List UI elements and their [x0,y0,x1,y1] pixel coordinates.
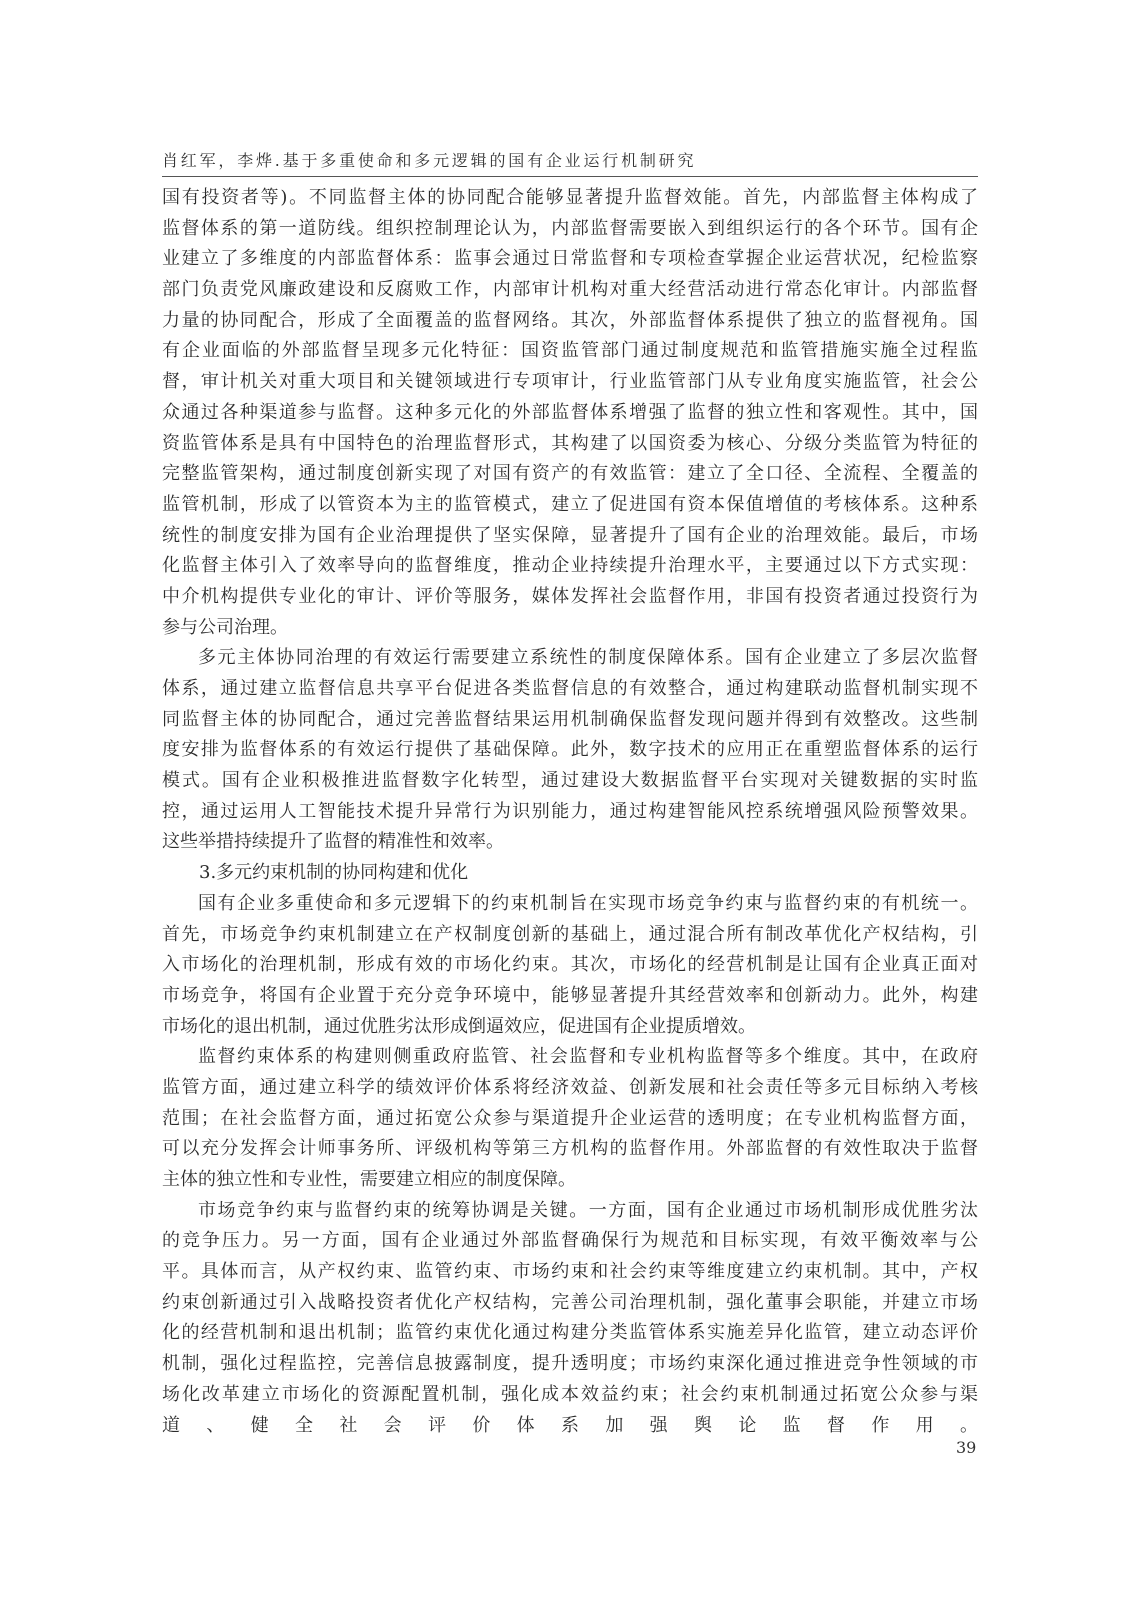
text-line: 有企业面临的外部监督呈现多元化特征：国资监管部门通过制度规范和监管措施实施全过程监 [162,340,978,362]
text-line: 督，审计机关对重大项目和关键领域进行专项审计，行业监管部门从专业角度实施监管，社会公 [162,371,978,393]
text-line: 这些举措持续提升了监督的精准性和效率。 [162,831,504,853]
text-line: 国有投资者等)。不同监督主体的协同配合能够显著提升监督效能。首先，内部监督主体构成了 [162,187,978,208]
text-line: 约束创新通过引入战略投资者优化产权结构，完善公司治理机制，强化董事会职能，并建立市场 [162,1291,978,1313]
text-line: 统性的制度安排为国有企业治理提供了坚实保障，显著提升了国有企业的治理效能。最后，市场 [162,524,978,546]
text-line: 可以充分发挥会计师事务所、评级机构等第三方机构的监督作用。外部监督的有效性取决于监督 [162,1138,978,1160]
page-number: 39 [956,1438,977,1457]
text-line: 部门负责党风廉政建设和反腐败工作，内部审计机构对重大经营活动进行常态化审计。内部监督 [162,279,978,301]
text-line: 主体的独立性和专业性，需要建立相应的制度保障。 [162,1169,576,1190]
text-line: 力量的协同配合，形成了全面覆盖的监督网络。其次，外部监督体系提供了独立的监督视角。国 [162,309,978,331]
text-line: 平。具体而言，从产权约束、监管约束、市场约束和社会约束等维度建立约束机制。其中，产权 [162,1261,978,1283]
paragraph-first-line: 多元主体协同治理的有效运行需要建立系统性的制度保障体系。国有企业建立了多层次监督 [198,647,978,669]
body-text [162,183,978,1472]
text-line: 化监督主体引入了效率导向的监督维度，推动企业持续提升治理水平，主要通过以下方式实现： [162,555,978,577]
text-line: 控，通过运用人工智能技术提升异常行为识别能力，通过构建智能风控系统增强风险预警效果。 [162,800,978,822]
text-line: 中介机构提供专业化的审计、评价等服务，媒体发挥社会监督作用，非国有投资者通过投资行为 [162,585,978,607]
text-line: 市场化的退出机制，通过优胜劣汰形成倒逼效应，促进国有企业提质增效。 [162,1015,756,1037]
text-line: 范围；在社会监督方面，通过拓宽公众参与渠道提升企业运营的透明度；在专业机构监督方面， [162,1107,978,1129]
text-line: 入市场化的治理机制，形成有效的市场化约束。其次，市场化的经营机制是让国有企业真正面对 [162,954,978,976]
text-line: 首先，市场竞争约束机制建立在产权制度创新的基础上，通过混合所有制改革优化产权结构，引 [162,923,978,945]
text-line: 模式。国有企业积极推进监督数字化转型，通过建设大数据监督平台实现对关键数据的实时监 [162,770,978,792]
text-line: 化的经营机制和退出机制；监管约束优化通过构建分类监管体系实施差异化监管，建立动态评价 [162,1322,978,1344]
paragraph-first-line: 市场竞争约束与监督约束的统筹协调是关键。一方面，国有企业通过市场机制形成优胜劣汰 [198,1199,978,1221]
running-header: 肖红军，李烨.基于多重使命和多元逻辑的国有企业运行机制研究 [162,151,697,170]
paragraph-first-line: 国有企业多重使命和多元逻辑下的约束机制旨在实现市场竞争约束与监督约束的有机统一。 [198,892,978,914]
text-line: 市场竞争，将国有企业置于充分竞争环境中，能够显著提升其经营效率和创新动力。此外，构建 [162,984,978,1006]
text-line: 参与公司治理。 [162,616,288,638]
text-line: 度安排为监督体系的有效运行提供了基础保障。此外，数字技术的应用正在重塑监督体系的运行 [162,739,978,761]
header-rule [162,176,978,177]
text-line: 的竞争压力。另一方面，国有企业通过外部监督确保行为规范和目标实现，有效平衡效率与公 [162,1230,978,1252]
text-line: 场化改革建立市场化的资源配置机制，强化成本效益约束；社会约束机制通过拓宽公众参与渠 [162,1383,978,1405]
text-line: 体系，通过建立监督信息共享平台促进各类监督信息的有效整合，通过构建联动监督机制实现不 [162,678,978,699]
text-line: 监管方面，通过建立科学的绩效评价体系将经济效益、创新发展和社会责任等多元目标纳入考核 [162,1076,978,1098]
text-line: 业建立了多维度的内部监督体系：监事会通过日常监督和专项检查掌握企业运营状况，纪检监察 [162,248,978,270]
text-line: 资监管体系是具有中国特色的治理监督形式，其构建了以国资委为核心、分级分类监管为特征的 [162,432,978,454]
text-line: 机制，强化过程监控，完善信息披露制度，提升透明度；市场约束深化通过推进竞争性领域的市 [162,1353,978,1375]
text-line: 众通过各种渠道参与监督。这种多元化的外部监督体系增强了监督的独立性和客观性。其中，国 [162,401,978,423]
text-line: 完整监管架构，通过制度创新实现了对国有资产的有效监管：建立了全口径、全流程、全覆盖的 [162,463,978,485]
text-line: 道、健全社会评价体系加强舆论监督作用。 [162,1414,978,1436]
paragraph-first-line: 监督约束体系的构建则侧重政府监管、社会监督和专业机构监督等多个维度。其中，在政府 [198,1046,978,1068]
text-line: 监管机制，形成了以管资本为主的监管模式，建立了促进国有资本保值增值的考核体系。这种系 [162,493,978,515]
text-line: 同监督主体的协同配合，通过完善监督结果运用机制确保监督发现问题并得到有效整改。这些制 [162,708,978,730]
text-line: 监督体系的第一道防线。组织控制理论认为，内部监督需要嵌入到组织运行的各个环节。国有企 [162,217,978,239]
section-heading: 3.多元约束机制的协同构建和优化 [199,862,469,884]
text-line [162,1441,978,1472]
